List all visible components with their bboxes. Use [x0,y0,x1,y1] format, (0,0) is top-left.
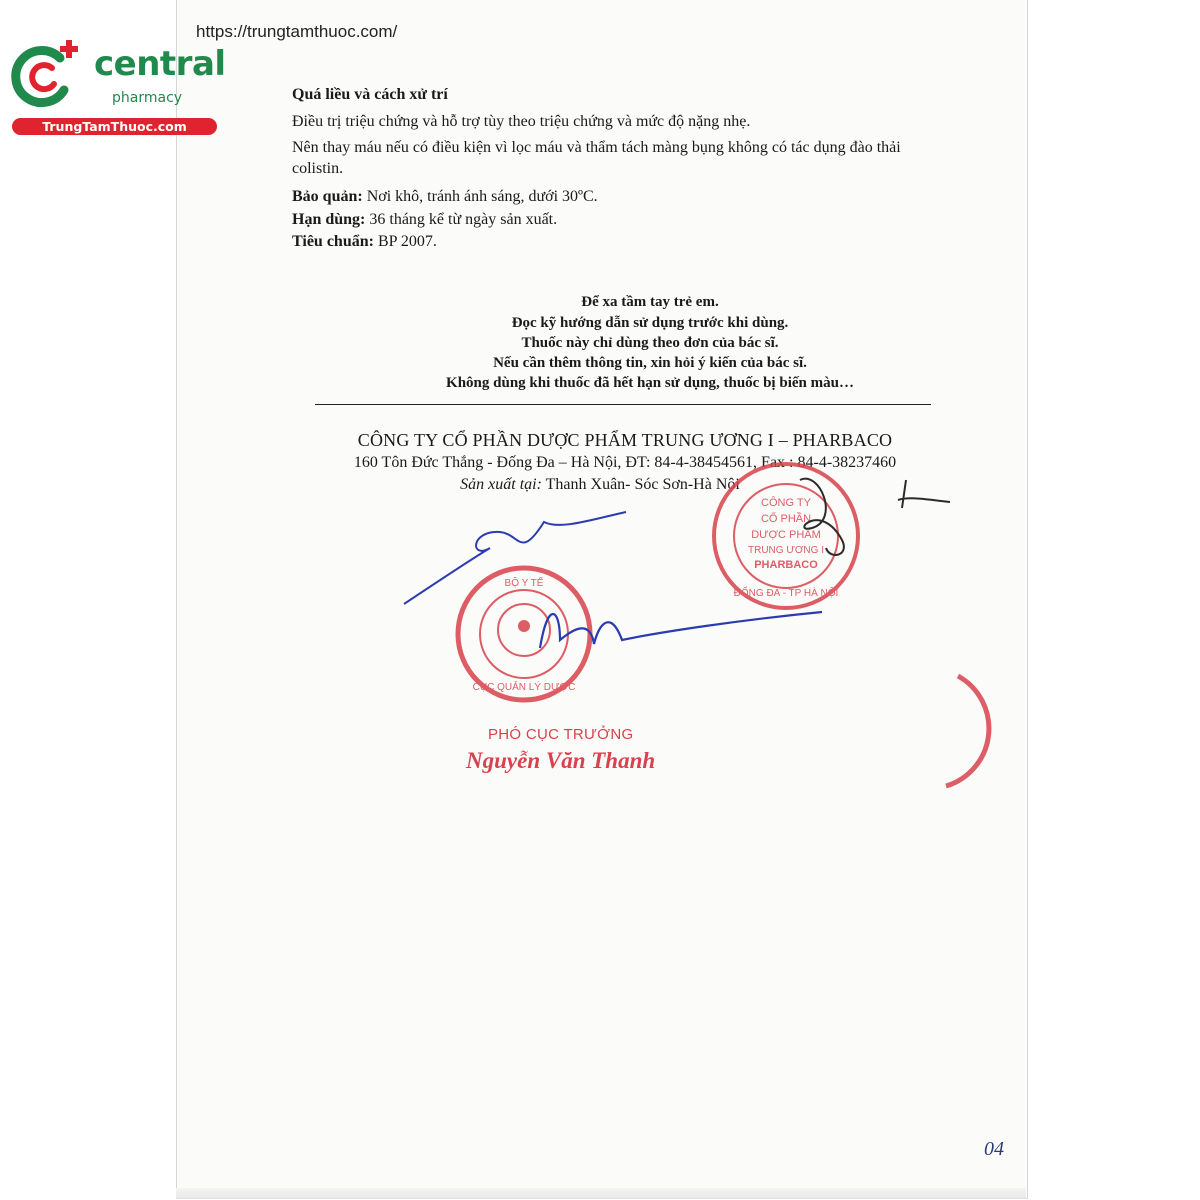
standard-line [292,233,437,251]
svg-text:DƯỢC PHẨM: DƯỢC PHẨM [751,529,821,541]
page-edge [176,1188,1026,1198]
warning-line: Thuốc này chỉ dùng theo đơn của bác sĩ. [521,335,779,351]
logo-wordmark: central [94,44,226,84]
detail-label: Tiêu chuẩn: [292,233,374,250]
warning-line: Nếu cần thêm thông tin, xin hỏi ý kiến của bác sĩ. [493,355,807,371]
svg-text:BỘ Y TẾ: BỘ Y TẾ [504,578,544,589]
warning-line: Để xa tầm tay trẻ em. [581,294,719,310]
logo-subtitle: pharmacy [112,90,183,106]
detail-value: 36 tháng kể từ ngày sản xuất. [365,211,558,228]
divider [315,404,931,405]
logo-site-bar: TrungTamThuoc.com [12,118,217,135]
pharmacy-logo-icon [8,36,88,116]
made-at-value: Thanh Xuân- Sóc Sơn-Hà Nội [541,476,740,493]
company-name: CÔNG TY CỔ PHẦN DƯỢC PHẨM TRUNG ƯƠNG I – PHARBACO [357,430,893,450]
signatory-title: PHÓ CỤC TRƯỞNG [488,726,634,743]
detail-value: Nơi khô, tránh ánh sáng, dưới 30ºC. [362,188,598,205]
detail-value: BP 2007. [373,233,437,250]
expiry-line [292,211,557,229]
overdose-title: Quá liều và cách xử trí [292,86,448,103]
company-address: 160 Tôn Đức Thắng - Đống Đa – Hà Nội, ĐT: 84-4-38454561, Fax : 84-4-38237460 [353,454,897,471]
page-number-mark: 04 [984,1138,1004,1160]
storage-line [292,188,598,206]
svg-text:CỔ PHẦN: CỔ PHẦN [760,513,812,525]
svg-text:PHARBACO: PHARBACO [754,559,818,571]
overdose-paragraph: Điều trị triệu chứng và hỗ trợ tùy theo triệu chứng và mức độ nặng nhẹ. [292,113,751,130]
manufacture-line [300,476,900,494]
warning-line: Không dùng khi thuốc đã hết hạn sử dụng, thuốc bị biến màu… [446,375,854,391]
svg-text:CÔNG TY: CÔNG TY [761,497,811,509]
svg-text:ĐỐNG ĐA - TP HÀ NỘI: ĐỐNG ĐA - TP HÀ NỘI [733,588,839,599]
central-pharmacy-logo[interactable] [8,36,226,136]
detail-label: Hạn dùng: [292,211,366,228]
made-at-label: Sản xuất tại: [460,476,542,493]
source-url[interactable]: https://trungtamthuoc.com/ [196,22,398,41]
detail-label: Bảo quản: [292,188,363,205]
document-page [176,0,1028,1199]
signatory-name: Nguyễn Văn Thanh [466,748,656,773]
warning-line: Đọc kỹ hướng dẫn sử dụng trước khi dùng. [511,315,789,331]
svg-text:TRUNG ƯƠNG I: TRUNG ƯƠNG I [747,545,825,556]
overdose-paragraph: Nên thay máu nếu có điều kiện vì lọc máu và thẩm tách màng bụng không có tác dụng đào thải colistin. [292,139,901,177]
svg-text:CỤC QUẢN LÝ DƯỢC: CỤC QUẢN LÝ DƯỢC [472,682,576,693]
